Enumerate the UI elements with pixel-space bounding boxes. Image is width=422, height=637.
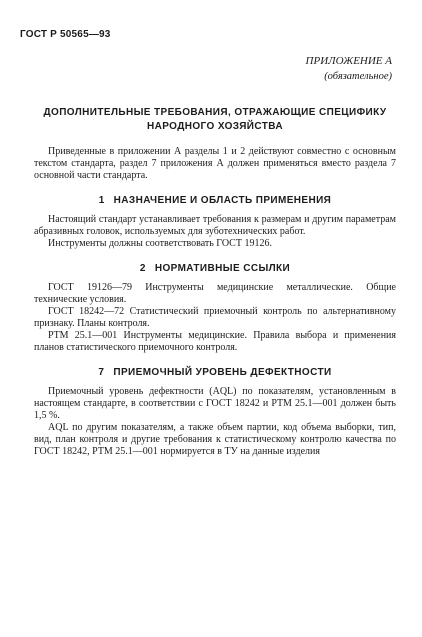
section-2 (34, 262, 396, 354)
appendix-status: (обязательное) (324, 71, 392, 82)
section-1-heading (34, 194, 396, 207)
section-2-paragraph-1: ГОСТ 19126—79 Инструменты медицинские металлические. Общие технические условия. (34, 282, 396, 305)
section-7 (34, 366, 396, 458)
appendix-title-line-2: НАРОДНОГО ХОЗЯЙСТВА (146, 121, 284, 132)
appendix-label: ПРИЛОЖЕНИЕ А (305, 55, 392, 67)
appendix-title (34, 106, 396, 134)
section-2-title: НОРМАТИВНЫЕ ССЫЛКИ (154, 263, 291, 274)
standard-number: ГОСТ Р 50565—93 (20, 29, 111, 40)
section-2-number: 2 (139, 263, 146, 274)
section-7-paragraph-1: Приемочный уровень дефектности (AQL) по показателям, установленным в настоящем стандарте, в соответствии с ГОСТ 18242 и РТМ 25.1—001 должен быть 1,5 %. (34, 386, 396, 421)
appendix-title-line-1: ДОПОЛНИТЕЛЬНЫЕ ТРЕБОВАНИЯ, ОТРАЖАЮЩИЕ СПЕЦИФИКУ (43, 107, 387, 118)
section-1-paragraph-1: Настоящий стандарт устанавливает требования к размерам и другим параметрам абразивных головок, используемых для зуботехнических работ. (34, 214, 396, 237)
section-2-heading (34, 262, 396, 275)
section-7-heading (34, 366, 396, 379)
document-body (34, 106, 396, 470)
section-2-paragraph-3: РТМ 25.1—001 Инструменты медицинские. Правила выбора и применения планов статистического приемочного контроля. (34, 330, 396, 353)
intro-block (34, 146, 396, 182)
intro-paragraph: Приведенные в приложении А разделы 1 и 2 действуют совместно с основным текстом стандарта, раздел 7 приложения А должен применяться вместо раздела 7 основной части стандарта. (34, 146, 396, 181)
section-1-paragraph-2: Инструменты должны соответствовать ГОСТ 19126. (48, 238, 272, 249)
section-1 (34, 194, 396, 250)
section-1-number: 1 (98, 195, 105, 206)
section-7-number: 7 (98, 367, 105, 378)
section-1-title: НАЗНАЧЕНИЕ И ОБЛАСТЬ ПРИМЕНЕНИЯ (113, 195, 332, 206)
section-7-paragraph-2: AQL по другим показателям, а также объем партии, код объема выборки, тип, вид, план контроля и другие требования к статистическому контролю качества по ГОСТ 18242, РТМ 25.1—001 нормируется в ТУ на данные изделия (34, 422, 396, 457)
appendix-label-block (306, 54, 392, 84)
section-7-title: ПРИЕМОЧНЫЙ УРОВЕНЬ ДЕФЕКТНОСТИ (113, 367, 332, 378)
section-2-paragraph-2: ГОСТ 18242—72 Статистический приемочный контроль по альтернативному признаку. Планы контроля. (34, 306, 396, 329)
